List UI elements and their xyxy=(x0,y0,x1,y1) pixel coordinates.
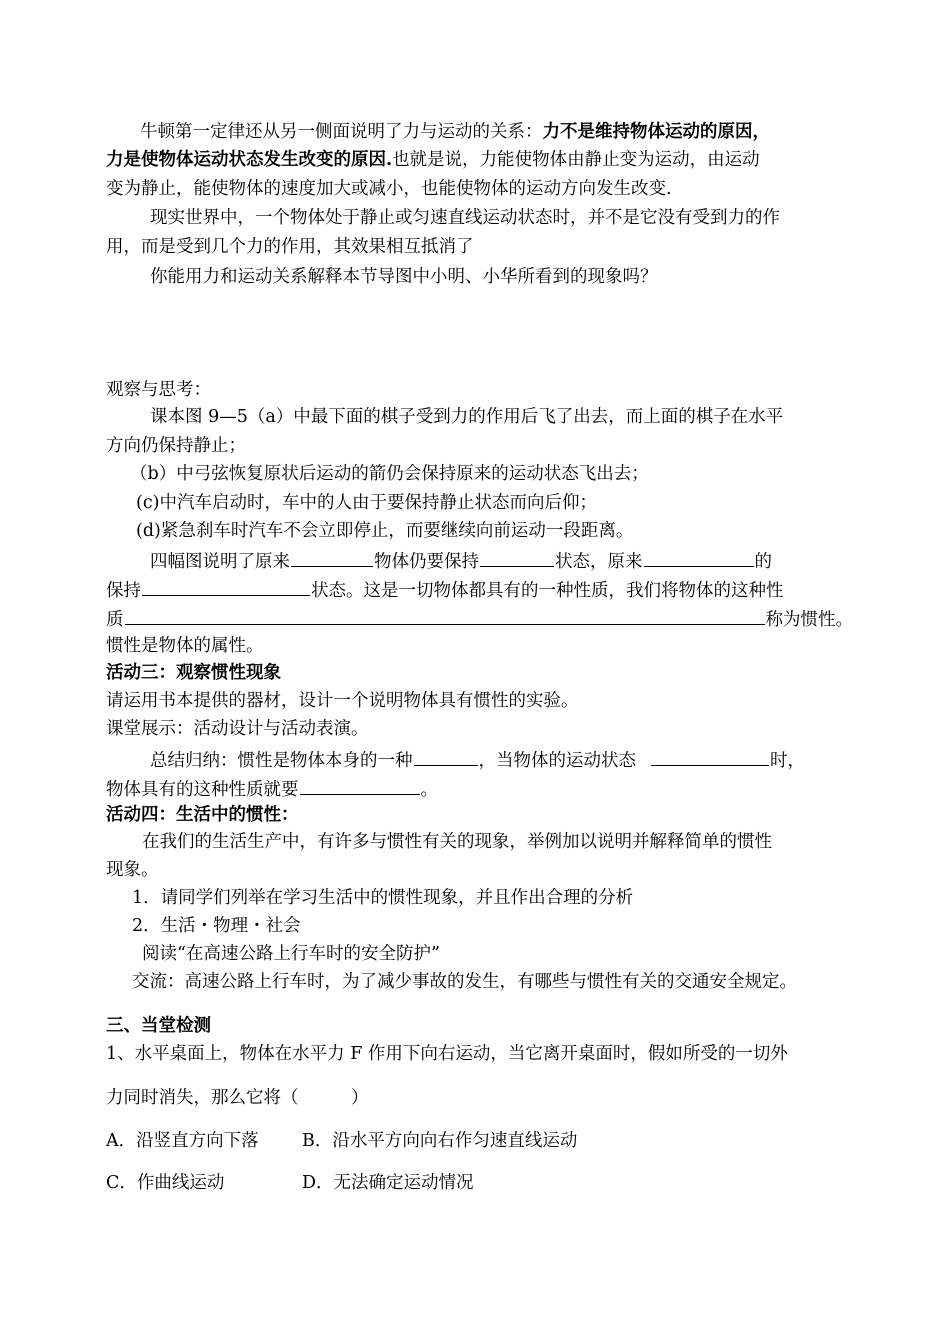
fill-line4: 惯性是物体的属性。 xyxy=(106,636,264,656)
observe-heading: 观察与思考： xyxy=(106,380,211,400)
para1-line3: 变为静止，能使物体的速度加大或减小，也能使物体的运动方向发生改变. xyxy=(106,179,672,199)
activity4-item1: 1．请同学们列举在学习生活中的惯性现象，并且作出合理的分析 xyxy=(132,888,634,908)
summary-line1 xyxy=(150,745,805,774)
answer-blank-8[interactable] xyxy=(300,774,420,795)
option-d[interactable]: D．无法确定运动情况 xyxy=(302,1173,474,1193)
summary-text-3: 时， xyxy=(770,751,805,771)
fill-line2 xyxy=(106,575,784,604)
fill-line1 xyxy=(150,546,772,575)
activity4-discuss: 交流：高速公路上行车时，为了减少事故的发生，有哪些与惯性有关的交通安全规定。 xyxy=(132,972,797,992)
answer-blank-7[interactable] xyxy=(651,745,769,766)
summary-text-2: ，当物体的运动状态 xyxy=(478,751,636,771)
summary-line2 xyxy=(106,774,438,803)
activity3-line2: 课堂展示：活动设计与活动表演。 xyxy=(106,719,369,739)
fill-text-5: 保持 xyxy=(106,581,141,601)
para2-line1: 现实世界中，一个物体处于静止或匀速直线运动状态时，并不是它没有受到力的作 xyxy=(150,208,780,228)
fill-line3 xyxy=(106,604,853,633)
para3-line: 你能用力和运动关系解释本节导图中小明、小华所看到的现象吗？ xyxy=(150,267,658,287)
fill-text-6: 状态。这是一切物体都具有的一种性质，我们将物体的这种性 xyxy=(311,581,784,601)
answer-blank-1[interactable] xyxy=(291,546,373,567)
answer-blank-5[interactable] xyxy=(125,604,765,625)
fill-text-7: 质 xyxy=(106,610,124,630)
para1-bold-text: 力不是维持物体运动的原因， xyxy=(542,122,770,142)
answer-blank-6[interactable] xyxy=(414,745,478,766)
observe-a-line1: 课本图 9—5（a）中最下面的棋子受到力的作用后飞了出去，而上面的棋子在水平 xyxy=(150,407,784,427)
option-c[interactable]: C．作曲线运动 xyxy=(106,1173,225,1193)
activity3-heading: 活动三：观察惯性现象 xyxy=(106,663,281,683)
fill-text-2: 物体仍要保持 xyxy=(374,552,479,572)
para1-bold-text-2: 力是使物体运动状态发生改变的原因. xyxy=(106,150,393,170)
summary-text-5: 。 xyxy=(420,780,438,800)
fill-text-3: 状态，原来 xyxy=(555,552,643,572)
activity3-line1: 请运用书本提供的器材，设计一个说明物体具有惯性的实验。 xyxy=(106,691,579,711)
activity4-read: 阅读“在高速公路上行车时的安全防护” xyxy=(142,944,440,964)
activity4-line2: 现象。 xyxy=(106,860,159,880)
answer-blank-3[interactable] xyxy=(644,546,754,567)
observe-c-line: (c)中汽车启动时，车中的人由于要保持静止状态而向后仰； xyxy=(136,493,597,513)
para1-tail-text: 也就是说，力能使物体由静止变为运动，由运动 xyxy=(392,150,760,170)
fill-text-4: 的 xyxy=(754,552,772,572)
para1-lead-text: 牛顿第一定律还从另一侧面说明了力与运动的关系： xyxy=(140,122,543,142)
observe-d-line: (d)紧急刹车时汽车不会立即停止，而要继续向前运动一段距离。 xyxy=(136,521,634,541)
test-heading: 三、当堂检测 xyxy=(106,1016,211,1036)
option-a[interactable]: A．沿竖直方向下落 xyxy=(106,1131,259,1151)
summary-text-1: 总结归纳：惯性是物体本身的一种 xyxy=(150,751,413,771)
question1-line2: 力同时消失，那么它将（ ） xyxy=(106,1088,369,1108)
fill-text-1: 四幅图说明了原来 xyxy=(150,552,290,572)
summary-text-4: 物体具有的这种性质就要 xyxy=(106,780,299,800)
para1-line2 xyxy=(106,147,760,173)
activity4-heading: 活动四：生活中的惯性： xyxy=(106,805,299,825)
activity4-line1: 在我们的生活生产中，有许多与惯性有关的现象，举例加以说明并解释简单的惯性 xyxy=(142,832,772,852)
fill-text-8: 称为惯性。 xyxy=(765,610,853,630)
para2-line2: 用，而是受到几个力的作用，其效果相互抵消了 xyxy=(106,237,474,257)
answer-blank-2[interactable] xyxy=(480,546,554,567)
option-b[interactable]: B．沿水平方向向右作匀速直线运动 xyxy=(302,1131,578,1151)
observe-b-line: （b）中弓弦恢复原状后运动的箭仍会保持原来的运动状态飞出去； xyxy=(130,464,649,484)
activity4-item2: 2．生活・物理・社会 xyxy=(132,916,301,936)
answer-blank-4[interactable] xyxy=(142,575,310,596)
para1-line1 xyxy=(140,119,770,145)
question1-line1: 1、水平桌面上，物体在水平力 F 作用下向右运动，当它离开桌面时，假如所受的一切外 xyxy=(106,1044,788,1064)
observe-a-line2: 方向仍保持静止； xyxy=(106,436,246,456)
